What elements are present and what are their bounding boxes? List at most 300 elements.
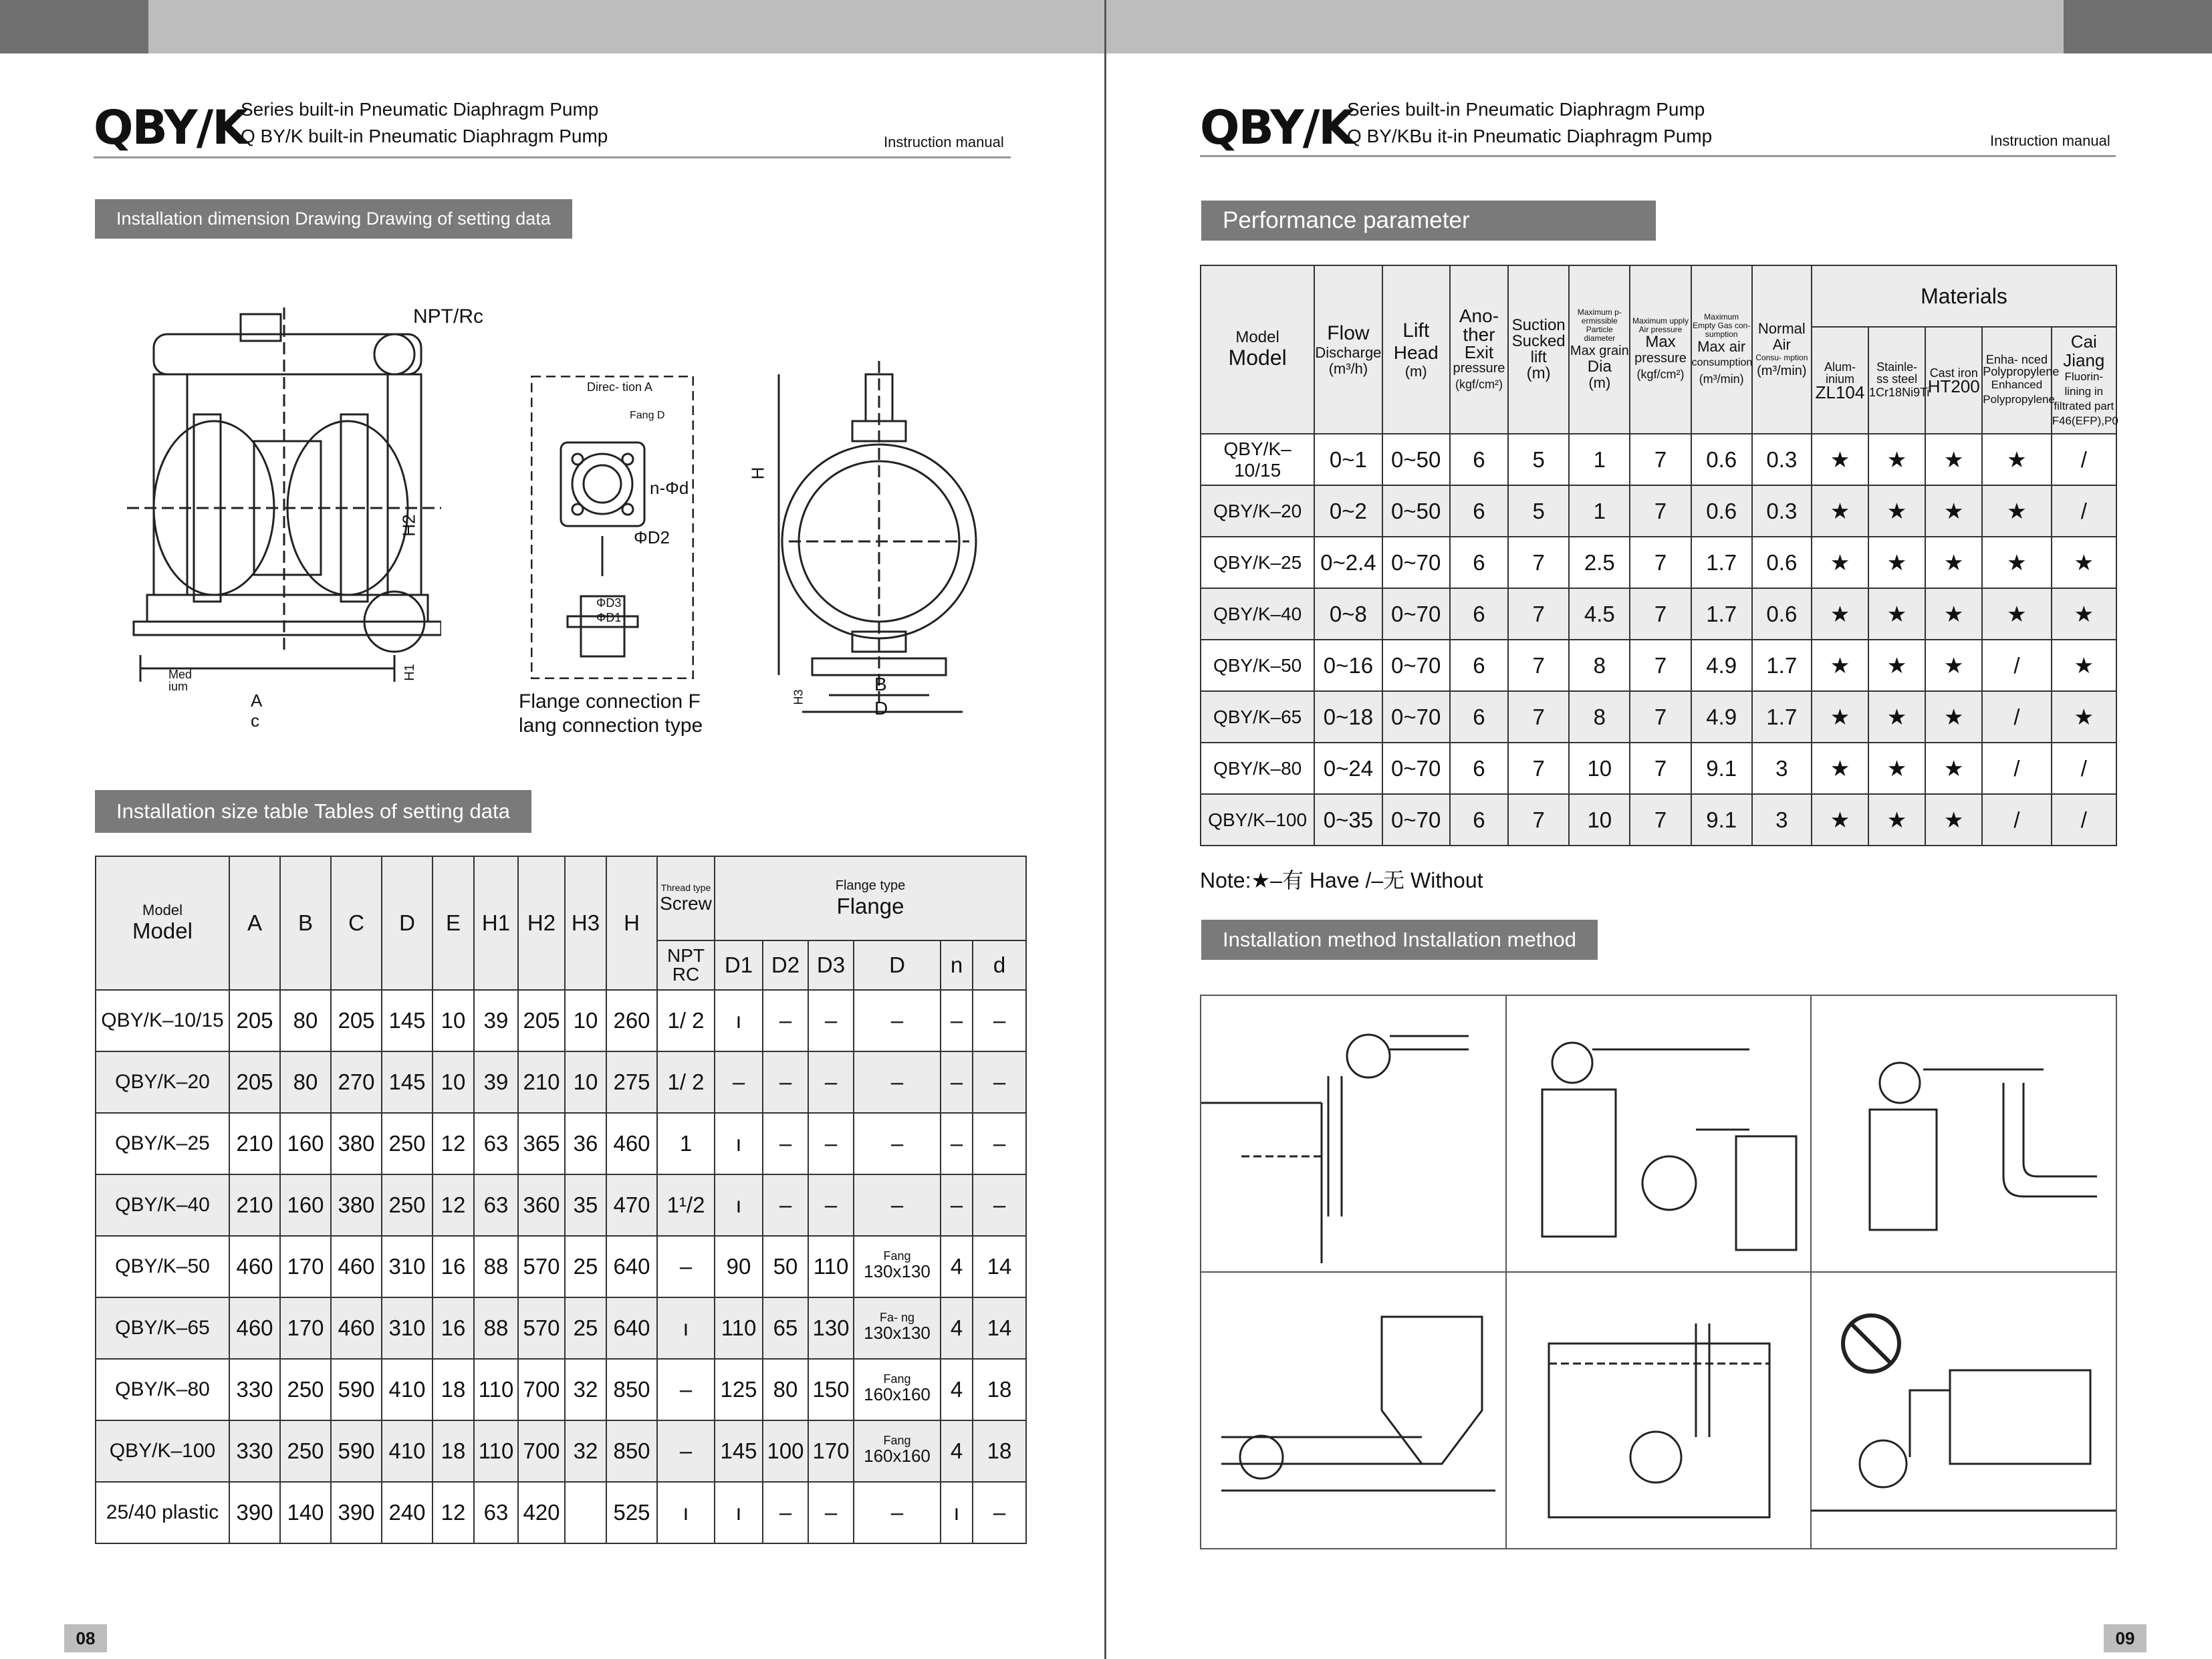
row-cell: 850 [606, 1359, 657, 1420]
perf-header-suction-4: (m) [1526, 364, 1551, 382]
label-d2: ΦD2 [634, 527, 670, 547]
perf-row-cell: 6 [1450, 743, 1508, 794]
row-cell: 700 [518, 1420, 565, 1482]
row-flange-d-value: 130x130 [864, 1261, 931, 1281]
perf-material-header-value: Enhanced Polypropylene [1983, 378, 2056, 406]
label-a: A [251, 690, 263, 711]
perf-header-pressure [1630, 265, 1691, 434]
perf-row-cell: 0~24 [1314, 743, 1382, 794]
row-model: 25/40 plastic [96, 1482, 229, 1543]
row-cell: 16 [433, 1297, 474, 1359]
perf-row-cell: 7 [1508, 691, 1569, 743]
perf-row-model: QBY/K–100 [1201, 794, 1314, 846]
header-flange [715, 856, 1026, 940]
perf-row-cell: 7 [1508, 743, 1569, 794]
row-flange-d2: 100 [763, 1420, 808, 1482]
perf-row-cell: 6 [1450, 640, 1508, 691]
row-cell: 12 [433, 1174, 474, 1236]
header-col-b: B [280, 856, 331, 990]
perf-material-header [1868, 327, 1930, 434]
row-flange-n: – [941, 1113, 973, 1174]
row-cell: 32 [565, 1420, 606, 1482]
perf-row-cell: 7 [1630, 640, 1691, 691]
perf-row-cell: 6 [1450, 485, 1508, 537]
header-subtitle: Q BY/K built-in Pneumatic Diaphragm Pump [241, 126, 608, 146]
row-cell: 470 [606, 1174, 657, 1236]
brand-logo: QBY/K [94, 100, 247, 155]
perf-row-cell: 6 [1450, 434, 1508, 485]
row-thread: ı [657, 1297, 715, 1359]
row-flange-d-value: – [890, 1069, 904, 1094]
perf-material-header [2052, 327, 2116, 434]
perf-row-cell: ★ [1868, 485, 1925, 537]
legend-note: Note:★–有 Have /–无 Without [1200, 868, 1483, 892]
perf-row-cell: 7 [1630, 794, 1691, 846]
table-row [96, 1420, 1026, 1482]
row-flange-d-value: – [890, 1131, 904, 1156]
row-cell: 330 [229, 1359, 280, 1420]
perf-material-header-small: Alum- inium [1824, 360, 1856, 386]
perf-row-cell: 7 [1508, 588, 1569, 640]
perf-row-cell: ★ [2052, 588, 2116, 640]
row-flange-d-small-col: 18 [973, 1420, 1026, 1482]
header-npt: NPT RC [657, 940, 715, 990]
row-flange-d3: – [808, 990, 854, 1051]
row-flange-d-small-col: – [973, 1051, 1026, 1113]
installation-size-table [95, 856, 1027, 1544]
perf-header-model [1201, 265, 1314, 434]
perf-row-cell: 0~70 [1382, 691, 1450, 743]
row-flange-d [854, 1297, 941, 1359]
perf-row-cell: 0~70 [1382, 743, 1450, 794]
perf-header-normal-2: Air [1772, 336, 1791, 353]
perf-row-cell: 0~70 [1382, 588, 1450, 640]
row-cell: 10 [565, 1051, 606, 1113]
perf-row-cell: ★ [1812, 434, 1868, 485]
perf-header-air-1: Max air [1697, 338, 1746, 355]
label-direction: Direc- tion A [587, 380, 653, 394]
label-d1: ΦD1 [596, 611, 622, 624]
row-flange-d-small-col: 18 [973, 1359, 1026, 1420]
row-cell: 170 [280, 1297, 331, 1359]
label-h3: H3 [791, 689, 806, 705]
row-flange-d3: – [808, 1174, 854, 1236]
label-h: H [747, 467, 768, 480]
perf-row-cell: 1 [1569, 434, 1630, 485]
row-flange-d1: – [715, 1051, 763, 1113]
table-row [96, 1113, 1026, 1174]
perf-row-cell: ★ [1982, 588, 2051, 640]
table-row [1201, 794, 2116, 846]
perf-header-lift-3: (m) [1404, 363, 1427, 380]
perf-row-model: QBY/K–10/15 [1201, 434, 1314, 485]
row-cell: 80 [280, 990, 331, 1051]
perf-row-cell: 0~1 [1314, 434, 1382, 485]
perf-header-grain [1569, 265, 1630, 434]
perf-row-cell: 7 [1630, 743, 1691, 794]
row-thread: – [657, 1420, 715, 1482]
row-flange-d2: 80 [763, 1359, 808, 1420]
row-flange-d3: – [808, 1113, 854, 1174]
row-cell: 18 [433, 1420, 474, 1482]
perf-row-cell: / [2052, 434, 2116, 485]
perf-header-air-2: consumption [1691, 356, 1753, 368]
row-cell: 12 [433, 1482, 474, 1543]
row-flange-n: – [941, 990, 973, 1051]
row-flange-d1: ı [715, 990, 763, 1051]
perf-row-cell: ★ [1812, 691, 1868, 743]
perf-row-cell: 1.7 [1752, 640, 1812, 691]
perf-header-air-small: Maximum Empty Gas con- sumption [1693, 311, 1751, 339]
header-col-c: C [331, 856, 382, 990]
row-cell: 18 [433, 1359, 474, 1420]
row-flange-d-value: – [890, 1192, 904, 1217]
row-flange-d-value: – [890, 1008, 904, 1033]
row-thread: ı [657, 1482, 715, 1543]
perf-header-exit-1: Ano- ther [1459, 305, 1499, 345]
perf-header-flow-1: Flow [1327, 322, 1370, 344]
row-cell: 63 [474, 1482, 518, 1543]
table-row [96, 1236, 1026, 1297]
row-model: QBY/K–10/15 [96, 990, 229, 1051]
row-cell: 410 [382, 1359, 433, 1420]
perf-header-pressure-2: pressure [1634, 351, 1687, 366]
perf-row-cell: 6 [1450, 794, 1508, 846]
table-row [96, 1482, 1026, 1543]
row-cell: 80 [280, 1051, 331, 1113]
row-cell: 590 [331, 1420, 382, 1482]
perf-header-normal-1: Normal [1757, 320, 1806, 337]
perf-row-cell: 0.3 [1752, 485, 1812, 537]
perf-header-flow-2: Discharge [1315, 344, 1382, 361]
row-model: QBY/K–50 [96, 1236, 229, 1297]
row-flange-d2: – [763, 1113, 808, 1174]
perf-header-pressure-3: (kgf/cm²) [1636, 368, 1685, 381]
perf-row-model: QBY/K–65 [1201, 691, 1314, 743]
perf-header-flow-3: (m³/h) [1328, 360, 1368, 377]
table-row [1201, 691, 2116, 743]
pump-side-view-drawing [769, 361, 983, 722]
row-cell: 250 [382, 1113, 433, 1174]
row-model: QBY/K–80 [96, 1359, 229, 1420]
perf-row-cell: ★ [1812, 537, 1868, 588]
header-thread-small: Thread type [660, 882, 711, 893]
row-cell: 32 [565, 1359, 606, 1420]
row-flange-d3: 170 [808, 1420, 854, 1482]
top-bar-left-accent [0, 0, 148, 53]
perf-header-suction-1: Suction [1511, 316, 1566, 334]
header-col-a: A [229, 856, 280, 990]
row-cell: 205 [229, 1051, 280, 1113]
perf-row-cell: 8 [1569, 691, 1630, 743]
header-model-small: Model [142, 902, 182, 918]
header-sub-d: D [854, 940, 941, 990]
perf-row-model: QBY/K–20 [1201, 485, 1314, 537]
perf-row-cell: ★ [1982, 485, 2051, 537]
row-cell: 640 [606, 1297, 657, 1359]
perf-row-cell: ★ [1868, 794, 1925, 846]
table-row [1201, 537, 2116, 588]
perf-material-header-small: Cast iron [1929, 366, 1978, 380]
flange-caption-1: Flange connection F [519, 690, 701, 713]
perf-header-grain-2: Dia [1587, 358, 1612, 376]
row-flange-d-small-col: – [973, 1113, 1026, 1174]
row-cell: 460 [606, 1113, 657, 1174]
row-cell: 275 [606, 1051, 657, 1113]
banner-install-method: Installation method Installation method [1201, 920, 1598, 960]
row-model: QBY/K–65 [96, 1297, 229, 1359]
header-series: Series built-in Pneumatic Diaphragm Pump [241, 99, 599, 120]
perf-row-cell: 7 [1630, 485, 1691, 537]
perf-row-cell: 5 [1508, 434, 1569, 485]
perf-row-cell: 7 [1508, 537, 1569, 588]
row-cell: 63 [474, 1113, 518, 1174]
perf-row-cell: 0~18 [1314, 691, 1382, 743]
row-cell: 410 [382, 1420, 433, 1482]
table-row [96, 990, 1026, 1051]
perf-row-cell: ★ [1925, 537, 1982, 588]
perf-header-grain-1: Max grain [1570, 344, 1629, 358]
row-flange-d1: ı [715, 1174, 763, 1236]
row-cell: 10 [433, 990, 474, 1051]
perf-row-cell: ★ [1812, 485, 1868, 537]
row-cell: 570 [518, 1236, 565, 1297]
row-cell: 240 [382, 1482, 433, 1543]
perf-row-cell: 7 [1630, 588, 1691, 640]
install-diagram-no-smoking [1811, 1315, 2116, 1511]
perf-material-header-small: Stainle- ss steel [1876, 360, 1918, 386]
perf-row-cell: ★ [1868, 691, 1925, 743]
row-cell: 460 [229, 1236, 280, 1297]
row-thread: 1/ 2 [657, 1051, 715, 1113]
row-flange-d [854, 1420, 941, 1482]
label-medium: Med ium [168, 668, 193, 693]
row-thread: – [657, 1359, 715, 1420]
perf-row-cell: / [1982, 743, 2051, 794]
row-flange-d-value: – [890, 1500, 904, 1525]
row-flange-d-value: 160x160 [864, 1384, 931, 1404]
perf-row-cell: 0~35 [1314, 794, 1382, 846]
table-row [96, 1174, 1026, 1236]
perf-row-cell: 1 [1569, 485, 1630, 537]
row-flange-d1: 110 [715, 1297, 763, 1359]
row-thread: – [657, 1236, 715, 1297]
row-flange-d-small: Fang [883, 1249, 911, 1263]
perf-header-exit-2: Exit [1464, 342, 1494, 362]
top-bar-right-accent [2064, 0, 2212, 53]
row-cell: 420 [518, 1482, 565, 1543]
table-row [96, 1297, 1026, 1359]
perf-header-suction-2: Sucked [1511, 332, 1566, 350]
page-right [1106, 53, 2212, 1659]
row-cell: 380 [331, 1113, 382, 1174]
perf-row-cell: 7 [1508, 640, 1569, 691]
perf-row-cell: 7 [1630, 537, 1691, 588]
row-flange-d3: – [808, 1482, 854, 1543]
perf-row-cell: 9.1 [1691, 794, 1752, 846]
row-cell: 365 [518, 1113, 565, 1174]
row-flange-d-value: 130x130 [864, 1323, 931, 1343]
row-cell: 16 [433, 1236, 474, 1297]
perf-row-cell: ★ [1982, 537, 2051, 588]
row-flange-d2: 50 [763, 1236, 808, 1297]
row-flange-d3: 130 [808, 1297, 854, 1359]
row-flange-d2: 65 [763, 1297, 808, 1359]
install-diagram-drum [1542, 1043, 1796, 1250]
install-method-diagrams [1201, 996, 2116, 1548]
perf-row-cell: ★ [1925, 743, 1982, 794]
perf-row-cell: ★ [1868, 434, 1925, 485]
perf-header-air-3: (m³/min) [1699, 372, 1744, 386]
perf-row-cell: ★ [1868, 743, 1925, 794]
label-h2: H2 [398, 514, 419, 537]
row-cell: 210 [229, 1174, 280, 1236]
perf-row-cell: ★ [1868, 640, 1925, 691]
table-row [1201, 640, 2116, 691]
row-cell: 270 [331, 1051, 382, 1113]
install-diagram-submerged [1549, 1323, 1769, 1517]
perf-row-cell: 7 [1630, 691, 1691, 743]
row-flange-n: 4 [941, 1297, 973, 1359]
perf-row-cell: / [1982, 640, 2051, 691]
header-model [96, 856, 229, 990]
row-flange-d1: 145 [715, 1420, 763, 1482]
perf-row-cell: 0~2 [1314, 485, 1382, 537]
row-flange-d [854, 1174, 941, 1236]
perf-row-cell: 8 [1569, 640, 1630, 691]
perf-header-normal [1752, 265, 1812, 434]
perf-row-cell: ★ [1925, 588, 1982, 640]
perf-row-cell: 4.5 [1569, 588, 1630, 640]
pump-front-view-drawing [127, 307, 441, 682]
perf-row-model: QBY/K–40 [1201, 588, 1314, 640]
perf-row-cell: ★ [1925, 434, 1982, 485]
perf-header-materials: Materials [1812, 265, 2116, 327]
row-flange-d [854, 1359, 941, 1420]
perf-row-cell: 1.7 [1752, 691, 1812, 743]
perf-row-cell: 6 [1450, 537, 1508, 588]
perf-row-cell: 4.9 [1691, 640, 1752, 691]
header-sub-n: n [941, 940, 973, 990]
row-cell: 205 [331, 990, 382, 1051]
row-cell: 205 [229, 990, 280, 1051]
row-cell: 170 [280, 1236, 331, 1297]
label-b: B [874, 674, 887, 694]
header-col-h: H [606, 856, 657, 990]
performance-table-body [1201, 434, 2116, 846]
table-row [1201, 588, 2116, 640]
table-row [1201, 743, 2116, 794]
perf-row-cell: ★ [2052, 691, 2116, 743]
perf-material-header [1982, 327, 2060, 434]
row-cell: 35 [565, 1174, 606, 1236]
row-cell: 205 [518, 990, 565, 1051]
row-cell: 570 [518, 1297, 565, 1359]
perf-row-cell: ★ [1982, 434, 2051, 485]
row-flange-d2: – [763, 1482, 808, 1543]
table-row [96, 1051, 1026, 1113]
perf-row-cell: 0.6 [1752, 588, 1812, 640]
row-flange-d1: ı [715, 1482, 763, 1543]
row-flange-n: – [941, 1051, 973, 1113]
perf-row-cell: ★ [1925, 794, 1982, 846]
row-cell: 210 [229, 1113, 280, 1174]
row-cell: 590 [331, 1359, 382, 1420]
row-flange-d-small: Fang [883, 1434, 911, 1447]
header-series-right: Series built-in Pneumatic Diaphragm Pump [1347, 99, 1705, 120]
perf-row-cell: ★ [1925, 640, 1982, 691]
row-flange-n: – [941, 1174, 973, 1236]
perf-row-cell: 3 [1752, 743, 1812, 794]
row-flange-d [854, 1482, 941, 1543]
row-cell: 145 [382, 1051, 433, 1113]
row-cell: 640 [606, 1236, 657, 1297]
row-cell: 250 [382, 1174, 433, 1236]
perf-row-cell: 7 [1508, 794, 1569, 846]
install-diagram-hopper [1221, 1317, 1495, 1491]
perf-row-cell: ★ [1812, 588, 1868, 640]
header-col-d: D [382, 856, 433, 990]
perf-material-header-value: Fluorin-lining in filtrated part F46(EFP),P0 [2052, 370, 2118, 427]
page-number-right: 09 [2104, 1624, 2146, 1652]
row-flange-d3: 150 [808, 1359, 854, 1420]
perf-row-cell: 0~16 [1314, 640, 1382, 691]
header-col-h1: H1 [474, 856, 518, 990]
perf-row-cell: 0~70 [1382, 640, 1450, 691]
perf-row-cell: ★ [1812, 743, 1868, 794]
perf-row-cell: 0~70 [1382, 537, 1450, 588]
row-cell [565, 1482, 606, 1543]
row-flange-d-small: Fa- ng [879, 1311, 915, 1324]
perf-header-suction [1508, 265, 1569, 434]
brand-logo-right: QBY/K [1200, 100, 1354, 155]
row-cell: 310 [382, 1236, 433, 1297]
install-diagram-suction [1201, 1035, 1469, 1263]
perf-row-cell: 3 [1752, 794, 1812, 846]
label-nd: n-Φd [650, 478, 689, 498]
row-cell: 12 [433, 1113, 474, 1174]
row-flange-d-small: Fang [883, 1372, 911, 1386]
perf-header-pressure-small: Maximum upply Air pressure [1632, 316, 1689, 334]
banner-performance: Performance parameter [1201, 201, 1656, 241]
row-flange-d3: 110 [808, 1236, 854, 1297]
perf-row-model: QBY/K–80 [1201, 743, 1314, 794]
perf-row-cell: 0.3 [1752, 434, 1812, 485]
header-rule [94, 156, 1011, 158]
perf-row-cell: / [2052, 743, 2116, 794]
perf-row-cell: / [1982, 691, 2051, 743]
perf-header-normal-small: Consu- mption [1755, 352, 1808, 362]
row-cell: 525 [606, 1482, 657, 1543]
row-cell: 88 [474, 1297, 518, 1359]
perf-row-cell: 9.1 [1691, 743, 1752, 794]
perf-row-cell: / [1982, 794, 2051, 846]
perf-row-cell: 0~50 [1382, 434, 1450, 485]
perf-row-cell: 0~50 [1382, 485, 1450, 537]
perf-material-header [1925, 327, 1982, 434]
header-sub-d-small: d [973, 940, 1026, 990]
row-model: QBY/K–40 [96, 1174, 229, 1236]
install-diagram-tank [1870, 1063, 2097, 1230]
row-flange-d2: – [763, 1174, 808, 1236]
perf-header-flow [1314, 265, 1382, 434]
banner-installation-drawing: Installation dimension Drawing Drawing of setting data [95, 199, 572, 239]
row-flange-d-small-col: – [973, 990, 1026, 1051]
row-flange-d2: – [763, 1051, 808, 1113]
perf-row-cell: 1.7 [1691, 588, 1752, 640]
row-flange-d [854, 990, 941, 1051]
perf-row-cell: 2.5 [1569, 537, 1630, 588]
